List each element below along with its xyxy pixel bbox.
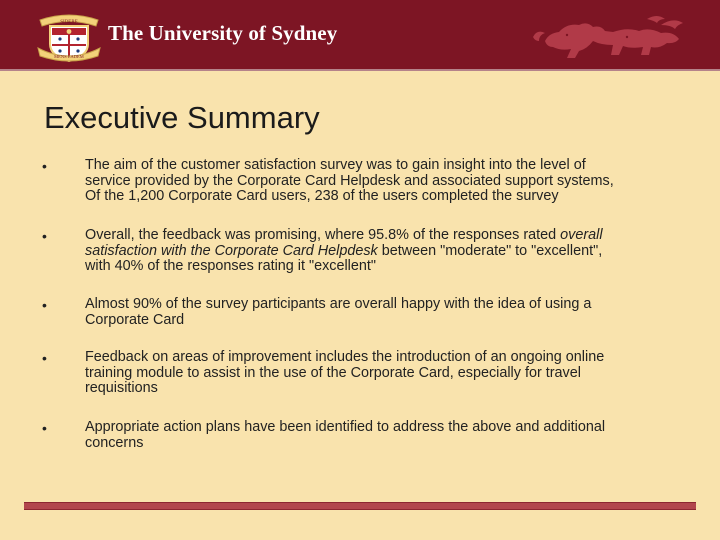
university-name: The University of Sydney [108,21,338,45]
bullet-emphasis: overall [560,227,603,243]
bullet-text [85,297,685,328]
bullet-glyph: • [42,297,47,313]
svg-text:MENS EADEM: MENS EADEM [54,54,84,59]
bullet-glyph: • [42,158,47,174]
bullet-line: concerns [85,434,144,451]
bullet-glyph: • [42,420,47,436]
bullet-text [85,228,685,275]
bullet-line: The aim of the customer satisfaction survey was to gain insight into the level of [85,157,586,173]
page-title: Executive Summary [44,100,320,135]
bullet-line: Almost 90% of the survey participants are overall happy with the idea of using a [85,296,592,312]
bullet-line: requisitions [85,380,158,397]
bullet-text [85,420,685,451]
bullet-span: Overall, the feedback was promising, where 95.8% of the responses rated [85,227,561,243]
bullet-line: Feedback on areas of improvement includes the introduction of an ongoing online [85,349,605,365]
bullet-line: Appropriate action plans have been identified to address the above and additional [85,419,606,435]
bullet-glyph: • [42,350,47,366]
header-rule [0,69,720,71]
bullet-line: Corporate Card [85,311,185,328]
bullet-line: training module to assist in the use of the Corporate Card, especially for travel [85,364,581,381]
bullet-text [85,158,685,205]
footer-bar [24,502,696,510]
header-bar [0,0,720,69]
bullet-line: service provided by the Corporate Card Helpdesk and associated support systems, [85,172,614,189]
svg-text:SIDERE: SIDERE [60,20,78,25]
lion-passant-icon [527,11,689,63]
bullet-text [85,350,685,397]
bullet-line [85,228,685,244]
bullet-line: Of the 1,200 Corporate Card users, 238 of the users completed the survey [85,188,559,205]
bullet-glyph: • [42,228,47,244]
bullet-line [85,244,685,260]
bullet-span: between "moderate" to "excellent", [377,242,603,259]
university-crest-icon [34,8,104,63]
bullet-emphasis: satisfaction with the Corporate Card Helpdesk [85,242,378,259]
bullet-line: with 40% of the responses rating it "excellent" [85,258,376,275]
